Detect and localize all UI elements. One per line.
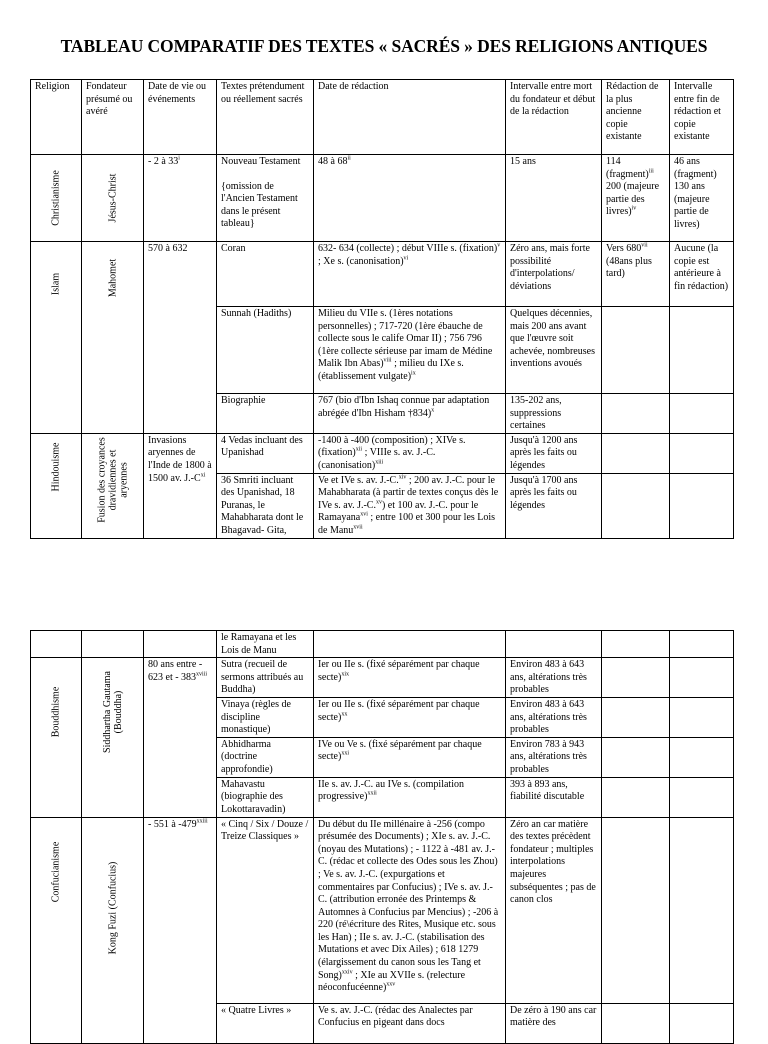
date-vie-hindouisme: Invasions aryennes de l'Inde de 1800 à 1500 av. $J.-C^{xi}$ [144, 433, 217, 538]
fin-cont-empty [670, 631, 734, 658]
intervalle-mort-christianisme: 15 ans [506, 155, 602, 242]
intervalle-mort-sunnah: Quelques décennies, mais 200 ans avant que l'œuvre soit achevée, nombreuses inventions avoués [506, 307, 602, 394]
religion-confucianisme: Confucianisme [31, 817, 82, 1043]
fin-vinaya-empty [670, 697, 734, 737]
texte-biographie: Biographie [217, 394, 314, 434]
religion-cont-empty [31, 631, 82, 658]
fin-classiques-empty [670, 817, 734, 1003]
header-textes: Textes prétendument ou réellement sacrés [217, 80, 314, 155]
fondateur-hindouisme: Fusion des croyances dravidiennes et aryennes [82, 433, 144, 538]
copie-classiques-empty [602, 817, 670, 1003]
intervalle-mort-mahavastu: 393 à 893 ans, fiabilité discutable [506, 777, 602, 817]
date-smriti: Ve et IVe s. av. J.-C.$^{xiv}$ ; 200 av. J.-C. pour le Mahabharata (à partir de textes conçus dès le IVe s. av. J.-C.$^{xv}$) et 100 av. J.-C. pour le Ramayana$^{xvi}$ ; entre 100 et 300 pour les Lois de Manu$^{xvii}$ [314, 473, 506, 538]
row-bouddhisme-sutra [31, 658, 734, 698]
date-vie-confucianisme: - 551 à $-479^{xxiii}$ [144, 817, 217, 1043]
intervalle-mort-vedas: Jusqu'à 1200 ans après les faits ou légendes [506, 433, 602, 473]
intervalle-mort-smriti: Jusqu'à 1700 ans après les faits ou légendes [506, 473, 602, 538]
intervalle-cont-empty [506, 631, 602, 658]
religion-bouddhisme: Bouddhisme [31, 658, 82, 817]
copie-sutra-empty [602, 658, 670, 698]
texte-sutra: Sutra (recueil de sermons attribués au Buddha) [217, 658, 314, 698]
copie-coran: Vers 680$^{vii}$ (48ans plus tard) [602, 242, 670, 307]
copie-biographie-empty [602, 394, 670, 434]
date-coran: 632- 634 (collecte) ; début VIIIe s. (fixation)$^v$ ; Xe s. (canonisation)$^{vi}$ [314, 242, 506, 307]
header-fondateur: Fondateur présumé ou avéré [82, 80, 144, 155]
header-religion: Religion [31, 80, 82, 155]
texte-abhidharma: Abhidharma (doctrine approfondie) [217, 737, 314, 777]
textes-christianisme: Nouveau Testament {omission de l'Ancien Testament dans le présent tableau} [217, 155, 314, 242]
date-sutra: Ier ou IIe s. (fixé séparément par chaque secte)$^{xix}$ [314, 658, 506, 698]
intervalle-mort-abhidharma: Environ 783 à 943 ans, altérations très probables [506, 737, 602, 777]
row-confucianisme-classiques [31, 817, 734, 1003]
row-hindouisme-vedas [31, 433, 734, 473]
date-abhidharma: IVe ou Ve s. (fixé séparément par chaque secte)$^{xxi}$ [314, 737, 506, 777]
fondateur-confucianisme: Kong Fuzi (Confucius) [82, 817, 144, 1043]
date-classiques: Du début du IIe millénaire à -256 (compo présumée des Documents) ; XIe s. av. J.-C. (noyau des Mutations) ; - 1122 à -481 av. J.-C. (rédac et collecte des Odes sous les Zhou) ; Ve s. av. J.-C. (expurgations et commentaires par Confucius) ; IVe s. av. J.-C. (attribution erronée des Printemps & Automnes à Confucius par Mencius) ; -206 à 220 (ré\écriture des Rites, Musique etc. sous les Han) ; IIe s. av. J.-C. (stabilisation des Mutations et avec Dix Ailes) ; 618 1279 (élargissement du canon sous les Tang et Song)$^{xxiv}$ ; XIe au XVIIe s. (relecture néoconfucéenne)$^{xxv}$ [314, 817, 506, 1003]
date-vie-christianisme: - 2 à 33$^i$ [144, 155, 217, 242]
texte-vedas: 4 Vedas incluant des Upanishad [217, 433, 314, 473]
date-vie-islam: 570 à 632 [144, 242, 217, 434]
religion-islam: Islam [31, 242, 82, 434]
date-vinaya: Ier ou IIe s. (fixé séparément par chaque secte)$^{xx}$ [314, 697, 506, 737]
religion-christianisme: Christianisme [31, 155, 82, 242]
comparison-table-part-1 [30, 79, 734, 539]
date-cont-empty [314, 631, 506, 658]
date-sunnah: Milieu du VIIe s. (1ères notations personnelles) ; 717-720 (1ère ébauche de collecte sous le calife Omar II) ; 756 796 (1ère collecte sérieuse par imam de Médine Malik Ibn Abas)$^{viii}$ ; milieu du IXe s. (établissement vulgate)$^{ix}$ [314, 307, 506, 394]
copie-cont-empty [602, 631, 670, 658]
fondateur-cont-empty [82, 631, 144, 658]
intervalle-fin-smriti-empty [670, 473, 734, 538]
header-intervalle-mort: Intervalle entre mort du fondateur et début de la rédaction [506, 80, 602, 155]
intervalle-fin-biographie-empty [670, 394, 734, 434]
copie-quatre-livres-empty [602, 1003, 670, 1043]
intervalle-mort-quatre-livres: De zéro à 190 ans car matière des [506, 1003, 602, 1043]
intervalle-mort-classiques: Zéro an car matière des textes précèdent fondateur ; multiples interpolations majeures subséquentes ; pas de canon clos [506, 817, 602, 1003]
intervalle-mort-sutra: Environ 483 à 643 ans, altérations très probables [506, 658, 602, 698]
fin-sutra-empty [670, 658, 734, 698]
row-hindouisme-smriti-cont [31, 631, 734, 658]
date-redaction-christianisme: 48 à 68$^{ii}$ [314, 155, 506, 242]
fin-abhidharma-empty [670, 737, 734, 777]
texte-vinaya: Vinaya (règles de discipline monastique) [217, 697, 314, 737]
date-vie-cont-empty [144, 631, 217, 658]
page-title: TABLEAU COMPARATIF DES TEXTES « SACRÉS » DES RELIGIONS ANTIQUES [60, 36, 708, 56]
fondateur-bouddhisme: Siddhartha Gautama (Bouddha) [82, 658, 144, 817]
texte-quatre-livres: « Quatre Livres » [217, 1003, 314, 1043]
intervalle-fin-vedas-empty [670, 433, 734, 473]
copie-sunnah-empty [602, 307, 670, 394]
religion-hindouisme: Hindouisme [31, 433, 82, 538]
texte-classiques: « Cinq / Six / Douze / Treize Classiques » [217, 817, 314, 1003]
intervalle-mort-coran: Zéro ans, mais forte possibilité d'interpolations/ déviations [506, 242, 602, 307]
date-biographie: 767 (bio d'Ibn Ishaq connue par adaptation abrégée d'Ibn Hisham †834)$^x$ [314, 394, 506, 434]
copie-mahavastu-empty [602, 777, 670, 817]
fin-mahavastu-empty [670, 777, 734, 817]
header-date-redaction: Date de rédaction [314, 80, 506, 155]
fondateur-christianisme: Jésus-Christ [82, 155, 144, 242]
date-vedas: -1400 à -400 (composition) ; XIVe s. (fixation)$^{xii}$ ; VIIIe s. av. J.-C. (canonisation)$^{xiii}$ [314, 433, 506, 473]
copie-vedas-empty [602, 433, 670, 473]
fin-quatre-livres-empty [670, 1003, 734, 1043]
row-christianisme [31, 155, 734, 242]
intervalle-mort-biographie: 135-202 ans, suppressions certaines [506, 394, 602, 434]
texte-smriti: 36 Smriti incluant des Upanishad, 18 Puranas, le Mahabharata dont le Bhagavad- Gita, [217, 473, 314, 538]
copie-abhidharma-empty [602, 737, 670, 777]
texte-coran: Coran [217, 242, 314, 307]
intervalle-mort-vinaya: Environ 483 à 643 ans, altérations très probables [506, 697, 602, 737]
fondateur-islam: Mahomet [82, 242, 144, 434]
header-date-vie: Date de vie ou événements [144, 80, 217, 155]
texte-sunnah: Sunnah (Hadiths) [217, 307, 314, 394]
copie-smriti-empty [602, 473, 670, 538]
header-redaction-ancienne: Rédaction de la plus ancienne copie existante [602, 80, 670, 155]
header-row [31, 80, 734, 155]
date-vie-bouddhisme: 80 ans entre - 623 et - $383^{xviii}$ [144, 658, 217, 817]
intervalle-fin-coran: Aucune (la copie est antérieure à fin rédaction) [670, 242, 734, 307]
intervalle-fin-christianisme: 46 ans (fragment) 130 ans (majeure partie de livres) [670, 155, 734, 242]
date-quatre-livres: Ve s. av. J.-C. (rédac des Analectes par Confucius en pigeant dans docs [314, 1003, 506, 1043]
comparison-table-part-2 [30, 630, 734, 1044]
header-intervalle-fin: Intervalle entre fin de rédaction et copie existante [670, 80, 734, 155]
texte-smriti-cont: le Ramayana et les Lois de Manu [217, 631, 314, 658]
texte-mahavastu: Mahavastu (biographie des Lokottaravadin) [217, 777, 314, 817]
intervalle-fin-sunnah-empty [670, 307, 734, 394]
copie-vinaya-empty [602, 697, 670, 737]
copie-christianisme: 114 (fragment)$^{iii}$ 200 (majeure partie des livres)$^{iv}$ [602, 155, 670, 242]
row-islam-coran [31, 242, 734, 307]
date-mahavastu: IIe s. av. J.-C. au IVe s. (compilation progressive)$^{xxii}$ [314, 777, 506, 817]
